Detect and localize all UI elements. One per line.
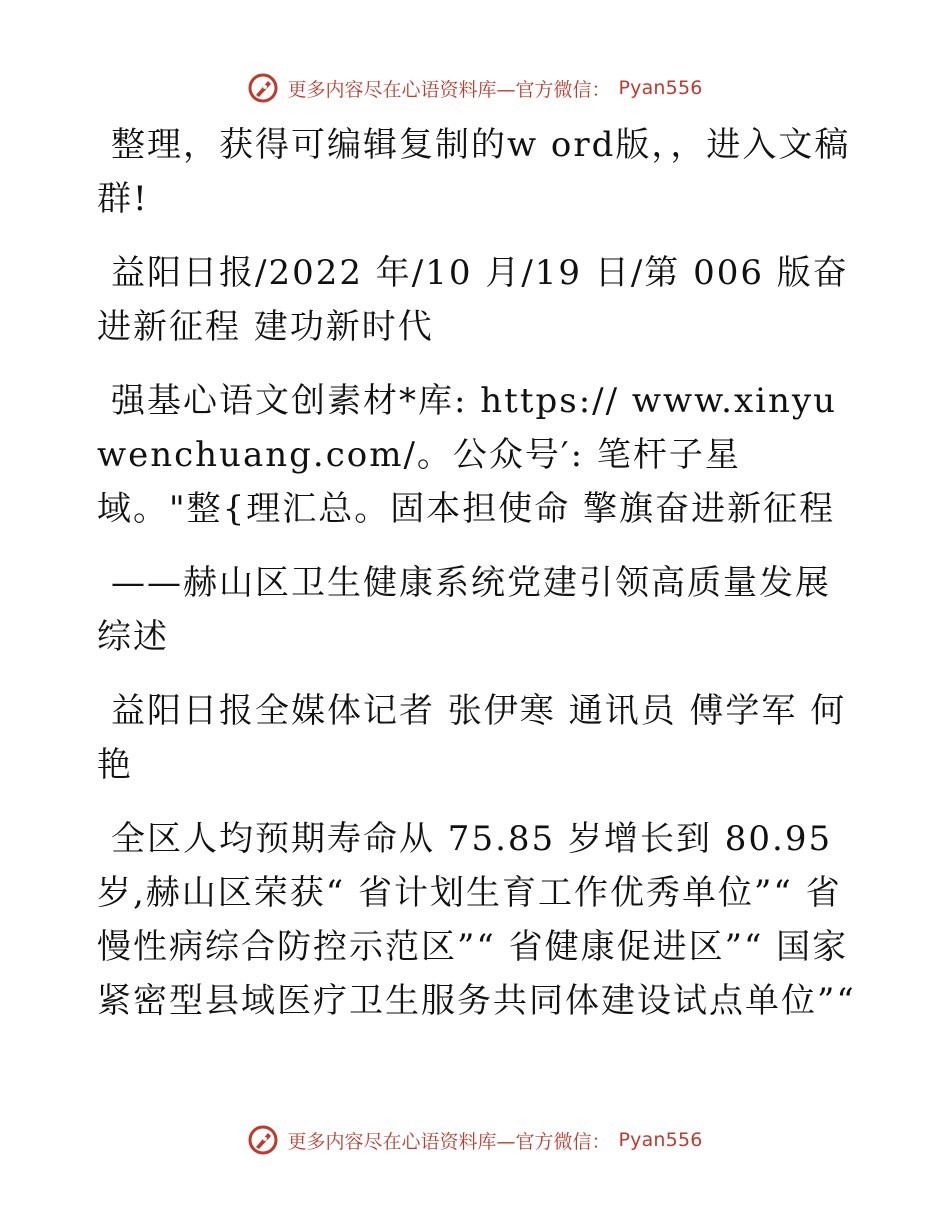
paragraph-site-info: 强基心语文创素材*库: https:// www.xinyuwenchuang.com/。公众号′: 笔杆子星域。"整{理汇总。固本担使命 擎旗奋进新征程: [97, 381, 838, 529]
document-body: [97, 118, 857, 1048]
header-banner: [0, 72, 950, 104]
paragraph-intro: 整理，获得可编辑复制的w ord版，，进入文稿群!: [97, 125, 851, 219]
footer-banner: [0, 1124, 950, 1156]
paragraph-source: 益阳日报/2022 年/10 月/19 日/第 006 版奋进新征程 建功新时代: [97, 253, 849, 347]
pen-seal-logo-icon: [247, 1124, 279, 1156]
pen-seal-logo-icon: [247, 72, 279, 104]
footer-banner-text: 更多内容尽在心语资料库—官方微信：: [287, 1130, 611, 1153]
footer-banner-account: Pyan556: [618, 1129, 703, 1151]
paragraph-byline: 益阳日报全媒体记者 张伊寒 通讯员 傅学军 何艳: [97, 691, 847, 785]
paragraph-body: 全区人均预期寿命从 75.85 岁增长到 80.95 岁,赫山区荣获“ 省计划生育工作优秀单位”“ 省慢性病综合防控示范区”“ 省健康促进区”“ 国家紧密型县域医疗卫生服务共同体建设试点单位”“: [97, 819, 856, 1021]
header-banner-account: Pyan556: [618, 77, 703, 99]
header-banner-text: 更多内容尽在心语资料库—官方微信：: [287, 78, 611, 101]
paragraph-subtitle: ——赫山区卫生健康系统党建引领高质量发展综述: [97, 563, 831, 657]
